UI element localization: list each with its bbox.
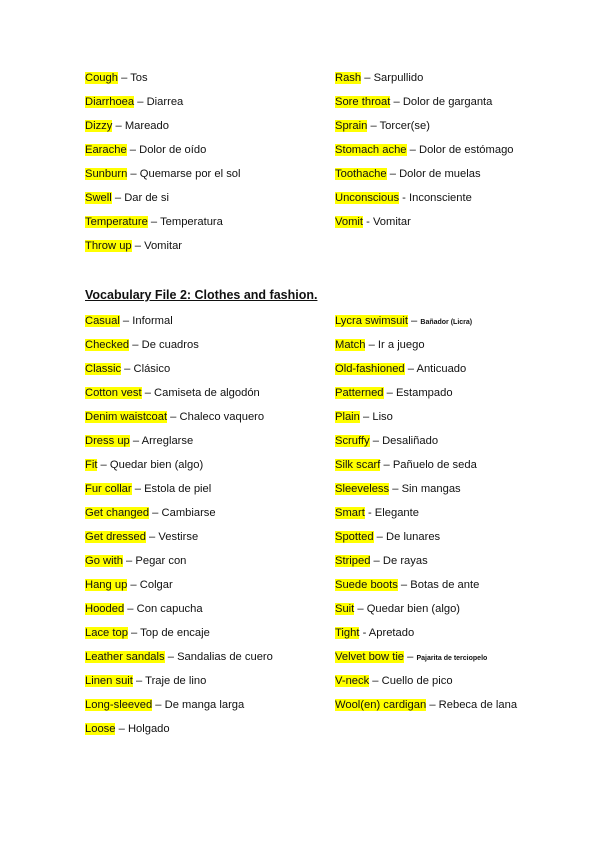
vocab-separator: – (390, 96, 403, 108)
vocab-term: Lycra swimsuit (335, 315, 408, 327)
vocab-entry (85, 554, 325, 578)
vocab-term: Throw up (85, 240, 132, 252)
vocab-separator: – (129, 339, 142, 351)
vocab-entry (85, 482, 325, 506)
vocab-entry (85, 71, 325, 95)
vocab-entry (85, 578, 325, 602)
vocab-separator: - (362, 216, 373, 228)
vocab-term: Velvet bow tie (335, 651, 405, 663)
vocab-separator: – (152, 699, 165, 711)
vocab-entry (85, 674, 325, 698)
vocab-entry (335, 626, 590, 650)
vocab-translation: Top de encaje (140, 627, 210, 639)
vocab-separator: – (389, 483, 402, 495)
vocab-separator: – (126, 144, 140, 156)
vocab-entry (335, 602, 590, 626)
vocab-translation: Estampado (395, 387, 453, 399)
vocab-translation: Con capucha (136, 603, 203, 615)
vocab-term: Sleeveless (335, 483, 390, 495)
vocab-separator: – (167, 411, 180, 423)
vocab-separator: – (383, 387, 396, 399)
vocab-separator: – (111, 192, 125, 204)
vocab-term: Diarrhoea (85, 96, 135, 108)
vocab-translation: Chaleco vaquero (179, 411, 265, 423)
vocab-translation: Camiseta de algodón (154, 387, 260, 399)
vocab-translation: Torcer(se) (379, 120, 430, 132)
vocab-translation: Apretado (368, 627, 415, 639)
vocab-separator: – (121, 363, 134, 375)
section2-heading: Vocabulary File 2: Clothes and fashion. (85, 288, 318, 302)
vocab-translation: Pañuelo de seda (392, 459, 477, 471)
vocab-translation: Quemarse por el sol (139, 168, 241, 180)
vocab-translation: Tos (130, 72, 148, 84)
vocab-translation: De manga larga (164, 699, 245, 711)
vocab-translation: Vomitar (144, 240, 183, 252)
vocab-separator: – (426, 699, 439, 711)
vocab-separator: - (359, 627, 369, 639)
section2-left-column (85, 314, 325, 746)
vocab-separator: – (129, 435, 142, 447)
vocab-separator: – (122, 555, 136, 567)
vocab-separator: – (97, 459, 110, 471)
vocab-entry (335, 119, 575, 143)
vocab-term: Vomit (335, 216, 363, 228)
vocab-translation: Clásico (133, 363, 171, 375)
vocab-term: Suit (335, 603, 355, 615)
vocab-term: Striped (335, 555, 371, 567)
vocab-separator: – (365, 339, 378, 351)
vocab-translation: Elegante (374, 507, 419, 519)
vocab-translation: Cambiarse (161, 507, 216, 519)
vocab-term: Sore throat (335, 96, 391, 108)
vocab-term: Hang up (85, 579, 128, 591)
vocab-term: Sunburn (85, 168, 128, 180)
vocab-translation: Sarpullido (373, 72, 424, 84)
vocab-term: Toothache (335, 168, 387, 180)
vocab-term: Leather sandals (85, 651, 165, 663)
vocab-entry (85, 143, 325, 167)
vocab-entry (335, 143, 575, 167)
vocab-separator: – (127, 627, 141, 639)
vocab-separator: – (134, 96, 147, 108)
vocab-entry (335, 506, 590, 530)
vocab-entry (335, 434, 590, 458)
vocab-translation: Vomitar (372, 216, 411, 228)
vocab-entry (335, 167, 575, 191)
vocab-translation: Sin mangas (401, 483, 461, 495)
vocab-entry (335, 554, 590, 578)
vocab-entry (85, 434, 325, 458)
vocab-term: Dress up (85, 435, 130, 447)
vocab-term: Casual (85, 315, 120, 327)
vocab-separator: – (112, 120, 125, 132)
vocab-translation: De cuadros (141, 339, 199, 351)
vocab-separator: – (369, 435, 383, 447)
vocab-entry (335, 650, 590, 674)
vocab-entry (335, 191, 575, 215)
vocab-translation: Diarrea (146, 96, 184, 108)
vocab-translation: Dolor de muelas (399, 168, 481, 180)
vocab-entry (85, 458, 325, 482)
vocab-entry (85, 650, 325, 674)
vocab-entry (85, 191, 325, 215)
vocab-separator: – (164, 651, 178, 663)
vocab-term: Plain (335, 411, 360, 423)
vocab-translation: Desaliñado (382, 435, 439, 447)
vocab-entry (85, 314, 325, 338)
vocab-term: Patterned (335, 387, 384, 399)
vocab-term: Fit (85, 459, 98, 471)
vocab-term: Denim waistcoat (85, 411, 168, 423)
vocab-entry (335, 215, 575, 239)
vocab-separator: - (364, 507, 375, 519)
vocab-translation: Botas de ante (410, 579, 480, 591)
vocab-entry (85, 119, 325, 143)
vocab-entry (335, 482, 590, 506)
vocab-separator: – (132, 675, 146, 687)
vocab-entry (335, 362, 590, 386)
vocab-entry (85, 722, 325, 746)
vocab-entry (335, 410, 590, 434)
vocab-separator: – (115, 723, 128, 735)
vocab-entry (85, 386, 325, 410)
vocab-separator: – (404, 363, 417, 375)
vocab-translation: Pegar con (135, 555, 187, 567)
vocab-entry (85, 698, 325, 722)
vocab-term: Rash (335, 72, 362, 84)
vocab-translation: Bañador (Licra) (420, 319, 473, 326)
vocab-term: Unconscious (335, 192, 400, 204)
vocab-translation: Dolor de oído (139, 144, 207, 156)
vocab-translation: Sandalias de cuero (177, 651, 273, 663)
vocab-separator: – (370, 555, 383, 567)
vocab-translation: Colgar (139, 579, 173, 591)
vocab-translation: Rebeca de lana (438, 699, 518, 711)
vocab-translation: Cuello de pico (381, 675, 453, 687)
vocab-translation: Pajarita de terciopelo (416, 655, 488, 662)
vocab-separator: – (117, 72, 131, 84)
vocab-entry (85, 167, 325, 191)
vocab-separator: – (127, 579, 140, 591)
vocab-term: Match (335, 339, 366, 351)
vocab-separator: – (119, 315, 133, 327)
vocab-term: Loose (85, 723, 116, 735)
vocab-separator: – (373, 531, 387, 543)
vocab-separator: – (145, 531, 159, 543)
vocab-term: Stomach ache (335, 144, 407, 156)
vocab-separator: – (406, 144, 419, 156)
vocab-term: Silk scarf (335, 459, 381, 471)
vocab-entry (85, 239, 325, 263)
vocab-translation: Dar de si (124, 192, 169, 204)
vocab-entry (85, 602, 325, 626)
vocab-term: Tight (335, 627, 360, 639)
vocab-term: Linen suit (85, 675, 133, 687)
vocab-entry (335, 698, 590, 722)
vocab-separator: – (404, 651, 417, 663)
vocab-term: Checked (85, 339, 130, 351)
vocab-term: Get changed (85, 507, 150, 519)
vocab-term: Wool(en) cardigan (335, 699, 427, 711)
vocab-separator: – (149, 507, 162, 519)
vocab-term: Spotted (335, 531, 374, 543)
vocab-term: Dizzy (85, 120, 113, 132)
vocab-translation: Vestirse (158, 531, 199, 543)
vocab-entry (335, 530, 590, 554)
vocab-separator: – (380, 459, 393, 471)
vocab-separator: – (147, 216, 161, 228)
vocab-term: Scruffy (335, 435, 370, 447)
vocab-term: Get dressed (85, 531, 146, 543)
vocab-separator: - (399, 192, 410, 204)
vocab-term: Old-fashioned (335, 363, 405, 375)
vocab-translation: De lunares (386, 531, 441, 543)
vocab-term: V-neck (335, 675, 370, 687)
vocab-separator: – (141, 387, 155, 399)
vocab-entry (335, 314, 590, 338)
vocab-term: Sprain (335, 120, 368, 132)
vocab-entry (85, 338, 325, 362)
vocab-translation: Arreglarse (141, 435, 194, 447)
vocab-separator: – (367, 120, 380, 132)
vocab-term: Classic (85, 363, 122, 375)
vocab-term: Swell (85, 192, 112, 204)
vocab-translation: Anticuado (416, 363, 467, 375)
vocab-term: Long-sleeved (85, 699, 153, 711)
vocab-translation: Dolor de garganta (402, 96, 493, 108)
section2-right-column (335, 314, 590, 722)
vocab-separator: – (369, 675, 382, 687)
vocab-entry (85, 410, 325, 434)
vocab-separator: – (131, 483, 145, 495)
vocab-entry (85, 530, 325, 554)
vocab-entry (85, 626, 325, 650)
vocab-separator: – (397, 579, 411, 591)
vocab-entry (85, 506, 325, 530)
vocab-entry (335, 458, 590, 482)
vocab-translation: Mareado (124, 120, 169, 132)
vocab-separator: – (127, 168, 140, 180)
vocab-term: Fur collar (85, 483, 132, 495)
vocab-term: Suede boots (335, 579, 398, 591)
vocab-term: Go with (85, 555, 123, 567)
vocab-entry (335, 674, 590, 698)
vocab-entry (335, 578, 590, 602)
vocab-term: Hooded (85, 603, 125, 615)
section1-right-column (335, 71, 575, 239)
vocab-separator: – (359, 411, 373, 423)
vocab-term: Earache (85, 144, 127, 156)
vocab-translation: Quedar bien (algo) (109, 459, 204, 471)
vocab-separator: – (124, 603, 137, 615)
vocab-translation: Liso (372, 411, 393, 423)
vocab-entry (335, 386, 590, 410)
vocab-term: Cotton vest (85, 387, 142, 399)
vocab-term: Cough (85, 72, 118, 84)
vocab-entry (335, 95, 575, 119)
vocab-translation: Temperatura (160, 216, 223, 228)
vocab-separator: – (386, 168, 400, 180)
vocab-translation: Dolor de estómago (418, 144, 514, 156)
vocab-separator: – (407, 315, 421, 327)
vocab-entry (85, 215, 325, 239)
vocab-entry (335, 71, 575, 95)
section1-left-column (85, 71, 325, 263)
vocab-term: Lace top (85, 627, 128, 639)
vocab-translation: Holgado (127, 723, 170, 735)
vocab-translation: Ir a juego (377, 339, 425, 351)
vocab-entry (85, 362, 325, 386)
vocab-entry (85, 95, 325, 119)
vocab-translation: Inconsciente (409, 192, 472, 204)
vocab-separator: – (361, 72, 374, 84)
vocab-entry (335, 338, 590, 362)
vocab-translation: De rayas (382, 555, 428, 567)
vocab-separator: – (131, 240, 145, 252)
vocab-term: Temperature (85, 216, 148, 228)
vocab-separator: – (354, 603, 367, 615)
vocab-translation: Estola de piel (144, 483, 212, 495)
vocab-translation: Informal (132, 315, 173, 327)
vocab-translation: Traje de lino (145, 675, 207, 687)
vocab-translation: Quedar bien (algo) (366, 603, 461, 615)
vocab-term: Smart (335, 507, 365, 519)
